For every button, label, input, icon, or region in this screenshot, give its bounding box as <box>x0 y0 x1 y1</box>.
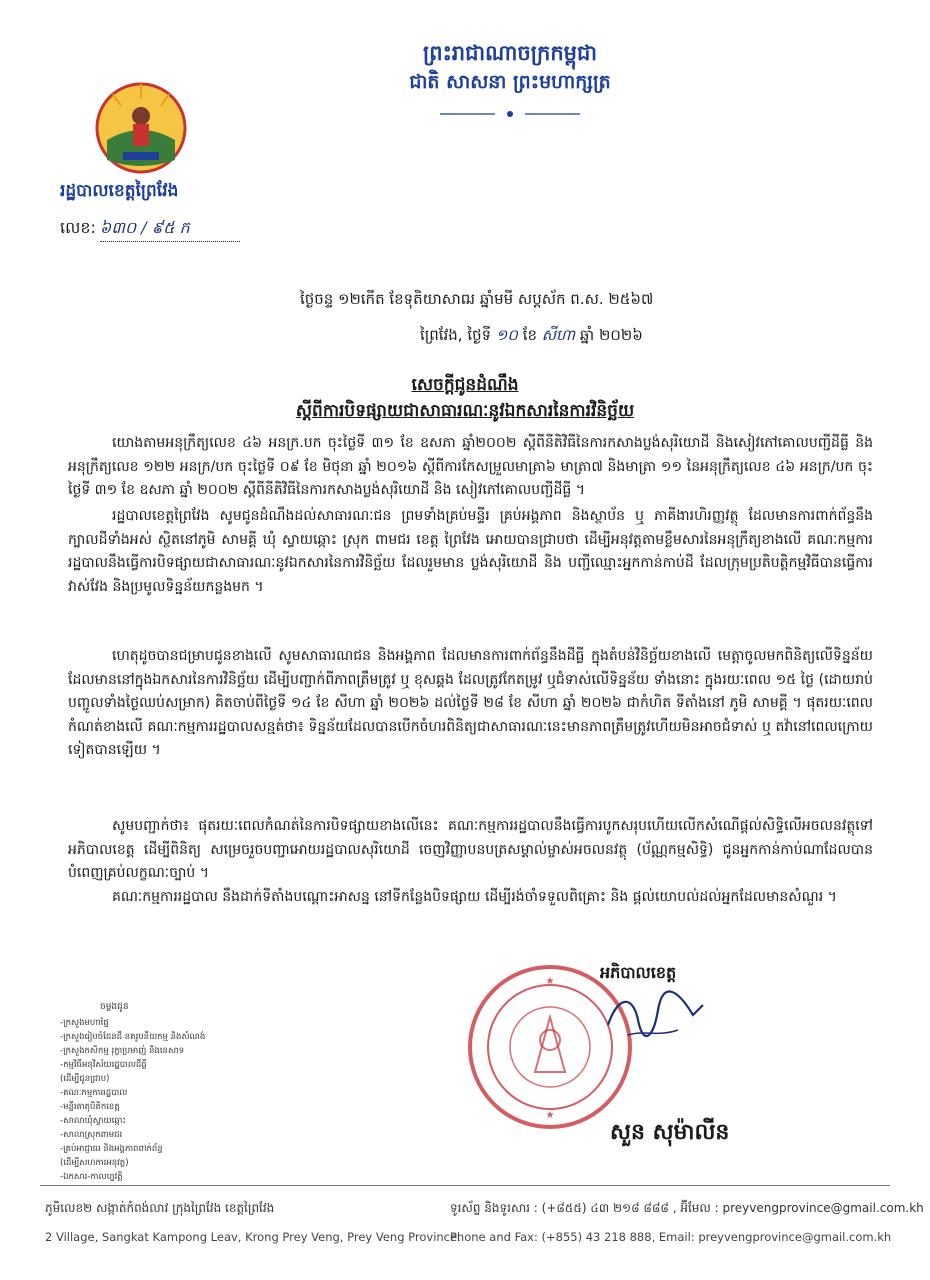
body-paragraph-4: សូមបញ្ជាក់ថា៖ ផុតរយៈពេលកំណត់នៃការបិទផ្សាយខាងលើនេះ គណៈកម្មការរដ្ឋបាលនឹងធ្វើការបូកសរុបហើយលើកសំណើផ្តល់សិទ្ធិលើអចលនវត្ថុទៅអភិបាលខេត្ត ដើម្បីពិនិត្យ សម្រេចរួចបញ្ជាអោយរដ្ឋបាលសុរិយោដី ចេញវិញ្ញាបនបត្រសម្គាល់ម្ចាស់អចលនវត្ថុ (ប័ណ្ណកម្មសិទ្ធិ) ជូនអ្នកកាន់កាប់ណាដែលបានបំពេញគ្រប់លក្ខណៈច្បាប់ ។ <box>68 818 873 881</box>
kingdom-heading: ព្រះរាជាណាចក្រកម្ពុជា <box>422 41 597 65</box>
cc-item: -ក្រសួងមហាផ្ទៃ <box>60 1018 109 1028</box>
footer-address-khmer: ភូមិលេខ២ សង្កាត់កំពង់លាវ ក្រុងព្រៃវែង ខេត្តព្រៃវែង <box>45 1201 275 1215</box>
reference-label: លេខ: <box>60 218 96 237</box>
cc-item: -សាលាស្រុកពាមជរ <box>60 1130 123 1140</box>
signatory-title: អភិបាលខេត្ត <box>600 963 677 982</box>
solar-date <box>420 326 870 348</box>
provincial-seal-logo <box>93 80 189 176</box>
sender-admin-name: រដ្ឋបាលខេត្តព្រៃវែង <box>60 181 179 201</box>
footer-contact-english: Phone and Fax: (+855) 43 218 888, Email: preyvengprovince@gmail.com.kh <box>450 1230 892 1244</box>
svg-text:★: ★ <box>545 976 555 987</box>
lunar-date: ថ្ងៃចន្ទ ១២កើត ខែទុតិយាសាឍ ឆ្នាំមមី សប្តស័ក ព.ស. ២៥៦៧ <box>300 290 654 308</box>
solar-year: ២០២៦ <box>598 326 643 344</box>
svg-text:★: ★ <box>545 1110 555 1121</box>
cc-item: -ឯកសារ-កាលប្បវត្តិ <box>60 1172 123 1182</box>
reference-value: ៦៣០ / ៩៥ ក <box>100 217 240 242</box>
cc-item: -គណៈកម្មការរដ្ឋបាល <box>60 1088 128 1098</box>
cc-item: (ដើម្បីសហការអនុវត្ត) <box>60 1158 129 1168</box>
cc-item: -ក្រសួងរៀបចំដែនដី នគរូបនីយកម្ម និងសំណង់ <box>60 1032 206 1042</box>
solar-month: សីហា <box>541 326 576 344</box>
cc-list <box>60 1000 205 1184</box>
signatory-name: សួន សុម៉ាលីន <box>610 1120 730 1145</box>
document-title: សេចក្តីជូនដំណឹង <box>411 375 519 395</box>
cc-item: -គ្រប់អាជ្ញាធរ និងអង្គភាពពាក់ព័ន្ធ <box>60 1144 163 1154</box>
solar-year-label: ឆ្នាំ <box>579 326 595 344</box>
cc-heading: ចម្លងជូន <box>100 1002 129 1012</box>
national-motto: ជាតិ សាសនា ព្រះមហាក្សត្រ <box>409 71 611 93</box>
body-paragraph-3: ហេតុដូចបានជម្រាបជូនខាងលើ សូមសាធារណជន និងអង្គភាព ដែលមានការពាក់ព័ន្ធនឹងដីធ្លី ក្នុងតំបន់វិនិច្ឆ័យខាងលើ មេត្តាចូលមកពិនិត្យលើទិន្នន័យដែលមាននៅក្នុងឯកសារនៃការវិនិច្ឆ័យ ដើម្បីបញ្ជាក់ពីភាពត្រឹមត្រូវ ឬ ខុសឆ្គង ដែលត្រូវកែតម្រូវ ឬជំទាស់លើទិន្នន័យ ទាំងនោះ ក្នុងរយៈពេល ១៥ ថ្ងៃ (ដោយរាប់បញ្ចូលទាំងថ្ងៃឈប់សម្រាក) គិតចាប់ពីថ្ងៃទី ១៤ ខែ សីហា ឆ្នាំ ២០២៦ ដល់ថ្ងៃទី ២៨ ខែ សីហា ឆ្នាំ ២០២៦ ជាកំហិត ទីតាំងនៅ ភូមិ សាមគ្គី ។ ផុតរយៈពេលកំណត់ខាងលើ គណៈកម្មការរដ្ឋបាលសន្មត់ថា៖ ទិន្នន័យដែលបានបើកចំហរពិនិត្យជាសាធារណៈនេះមានភាពត្រឹមត្រូវហើយមិនអាចជំទាស់ ឬ តវ៉ានៅពេលក្រោយទៀតបានឡើយ ។ <box>68 648 873 758</box>
document-subtitle: ស្តីពីការបិទផ្សាយជាសាធារណៈនូវឯកសារនៃការវិនិច្ឆ័យ <box>295 401 635 421</box>
header-ornament <box>440 108 580 120</box>
cc-item: -ក្រសួងកសិកម្ម រុក្ខាប្រមាញ់ និងនេសាទ <box>60 1046 185 1056</box>
footer-contact-khmer: ទូរស័ព្ទ និងទូរសារ : (+៨៥៥) ៤៣ ២១៨ ៨៨៨ , អ៊ីមែល : preyvengprovince@gmail.com.kh <box>450 1201 924 1215</box>
body-paragraph-5: គណៈកម្មការរដ្ឋបាល នឹងដាក់ទីតាំងបណ្តោះអាសន្ន នៅទីកន្លែងបិទផ្សាយ ដើម្បីរង់ចាំទទួលពិគ្រោះ និង ផ្តល់យោបល់ដល់អ្នកដែលមានសំណួរ ។ <box>112 889 837 905</box>
footer-address-english: 2 Village, Sangkat Kampong Leav, Krong Prey Veng, Prey Veng Province. <box>45 1230 461 1244</box>
body-paragraph-1: យោងតាមអនុក្រឹត្យលេខ ៤៦ អនក្រ.បក ចុះថ្ងៃទី ៣១ ខែ ឧសភា ឆ្នាំ២០០២ ស្តីពីនីតិវិធីនៃការកសាងប្លង់សុរិយោដី និងសៀវភៅគោលបញ្ជីដីធ្លី និង អនុក្រឹត្យលេខ ១២២ អនក្រ/បក ចុះថ្ងៃទី ០៩ ខែ មិថុនា ឆ្នាំ ២០១៦ ស្តីពីការកែសម្រួលមាត្រា៦ មាត្រា៧ និងមាត្រា ១១ នៃអនុក្រឹត្យលេខ ៤៦ អនក្រ/បក ចុះថ្ងៃទី ៣១ ខែ ឧសភា ឆ្នាំ ២០០២ ស្តីពីនីតិវិធីនៃការកសាងប្លង់សុរិយោដី និង សៀវភៅគោលបញ្ជីដីធ្លី ។ <box>68 435 873 498</box>
solar-date-prefix: ព្រៃវែង, ថ្ងៃទី <box>420 326 492 344</box>
solar-day: ១០ <box>495 326 518 344</box>
cc-item: (ដើម្បីជូនជ្រាប) <box>60 1074 110 1084</box>
handwritten-signature <box>598 985 708 1045</box>
cc-item: -សាលាឃុំស្វាយឆ្កោះ <box>60 1116 127 1126</box>
cc-item: -កម្មវិធីអនុវិស័យរដ្ឋបាលដីធ្លី <box>60 1060 147 1070</box>
reference-number <box>60 217 240 242</box>
footer-divider <box>40 1185 890 1186</box>
cc-item: -មន្ទីរគាតុបិតិកខេត្ត <box>60 1102 120 1112</box>
body-paragraph-2: រដ្ឋបាលខេត្តព្រៃវែង សូមជូនដំណឹងដល់សាធារណៈជន ព្រមទាំងគ្រប់មន្ទីរ គ្រប់អង្គភាព និងស្ថាប័ន ឬ ភាគីងារហិរញ្ញវត្ថុ ដែលមានការពាក់ព័ន្ធនឹងក្បាលដីទាំងអស់ ស្ថិតនៅភូមិ សាមគ្គី ឃុំ ស្វាយឆ្កោះ ស្រុក ពាមជរ ខេត្ត ព្រៃវែង អោយបានជ្រាបថា ដើម្បីអនុវត្តតាមខ្លឹមសារនៃអនុក្រឹត្យខាងលើ គណៈកម្មការរដ្ឋបាលនឹងធ្វើការបិទផ្សាយជាសាធារណៈនូវឯកសារនៃការវិនិច្ឆ័យ ដែលរួមមាន ប្លង់សុរិយោដី និង បញ្ជីឈ្មោះអ្នកកាន់កាប់ដី ដែលក្រុមប្រតិបត្តិកម្មវិធីបានធ្វើការវាស់វែង និងប្រមូលទិន្នន័យកន្លងមក ។ <box>68 508 873 595</box>
solar-month-label: ខែ <box>522 326 537 344</box>
